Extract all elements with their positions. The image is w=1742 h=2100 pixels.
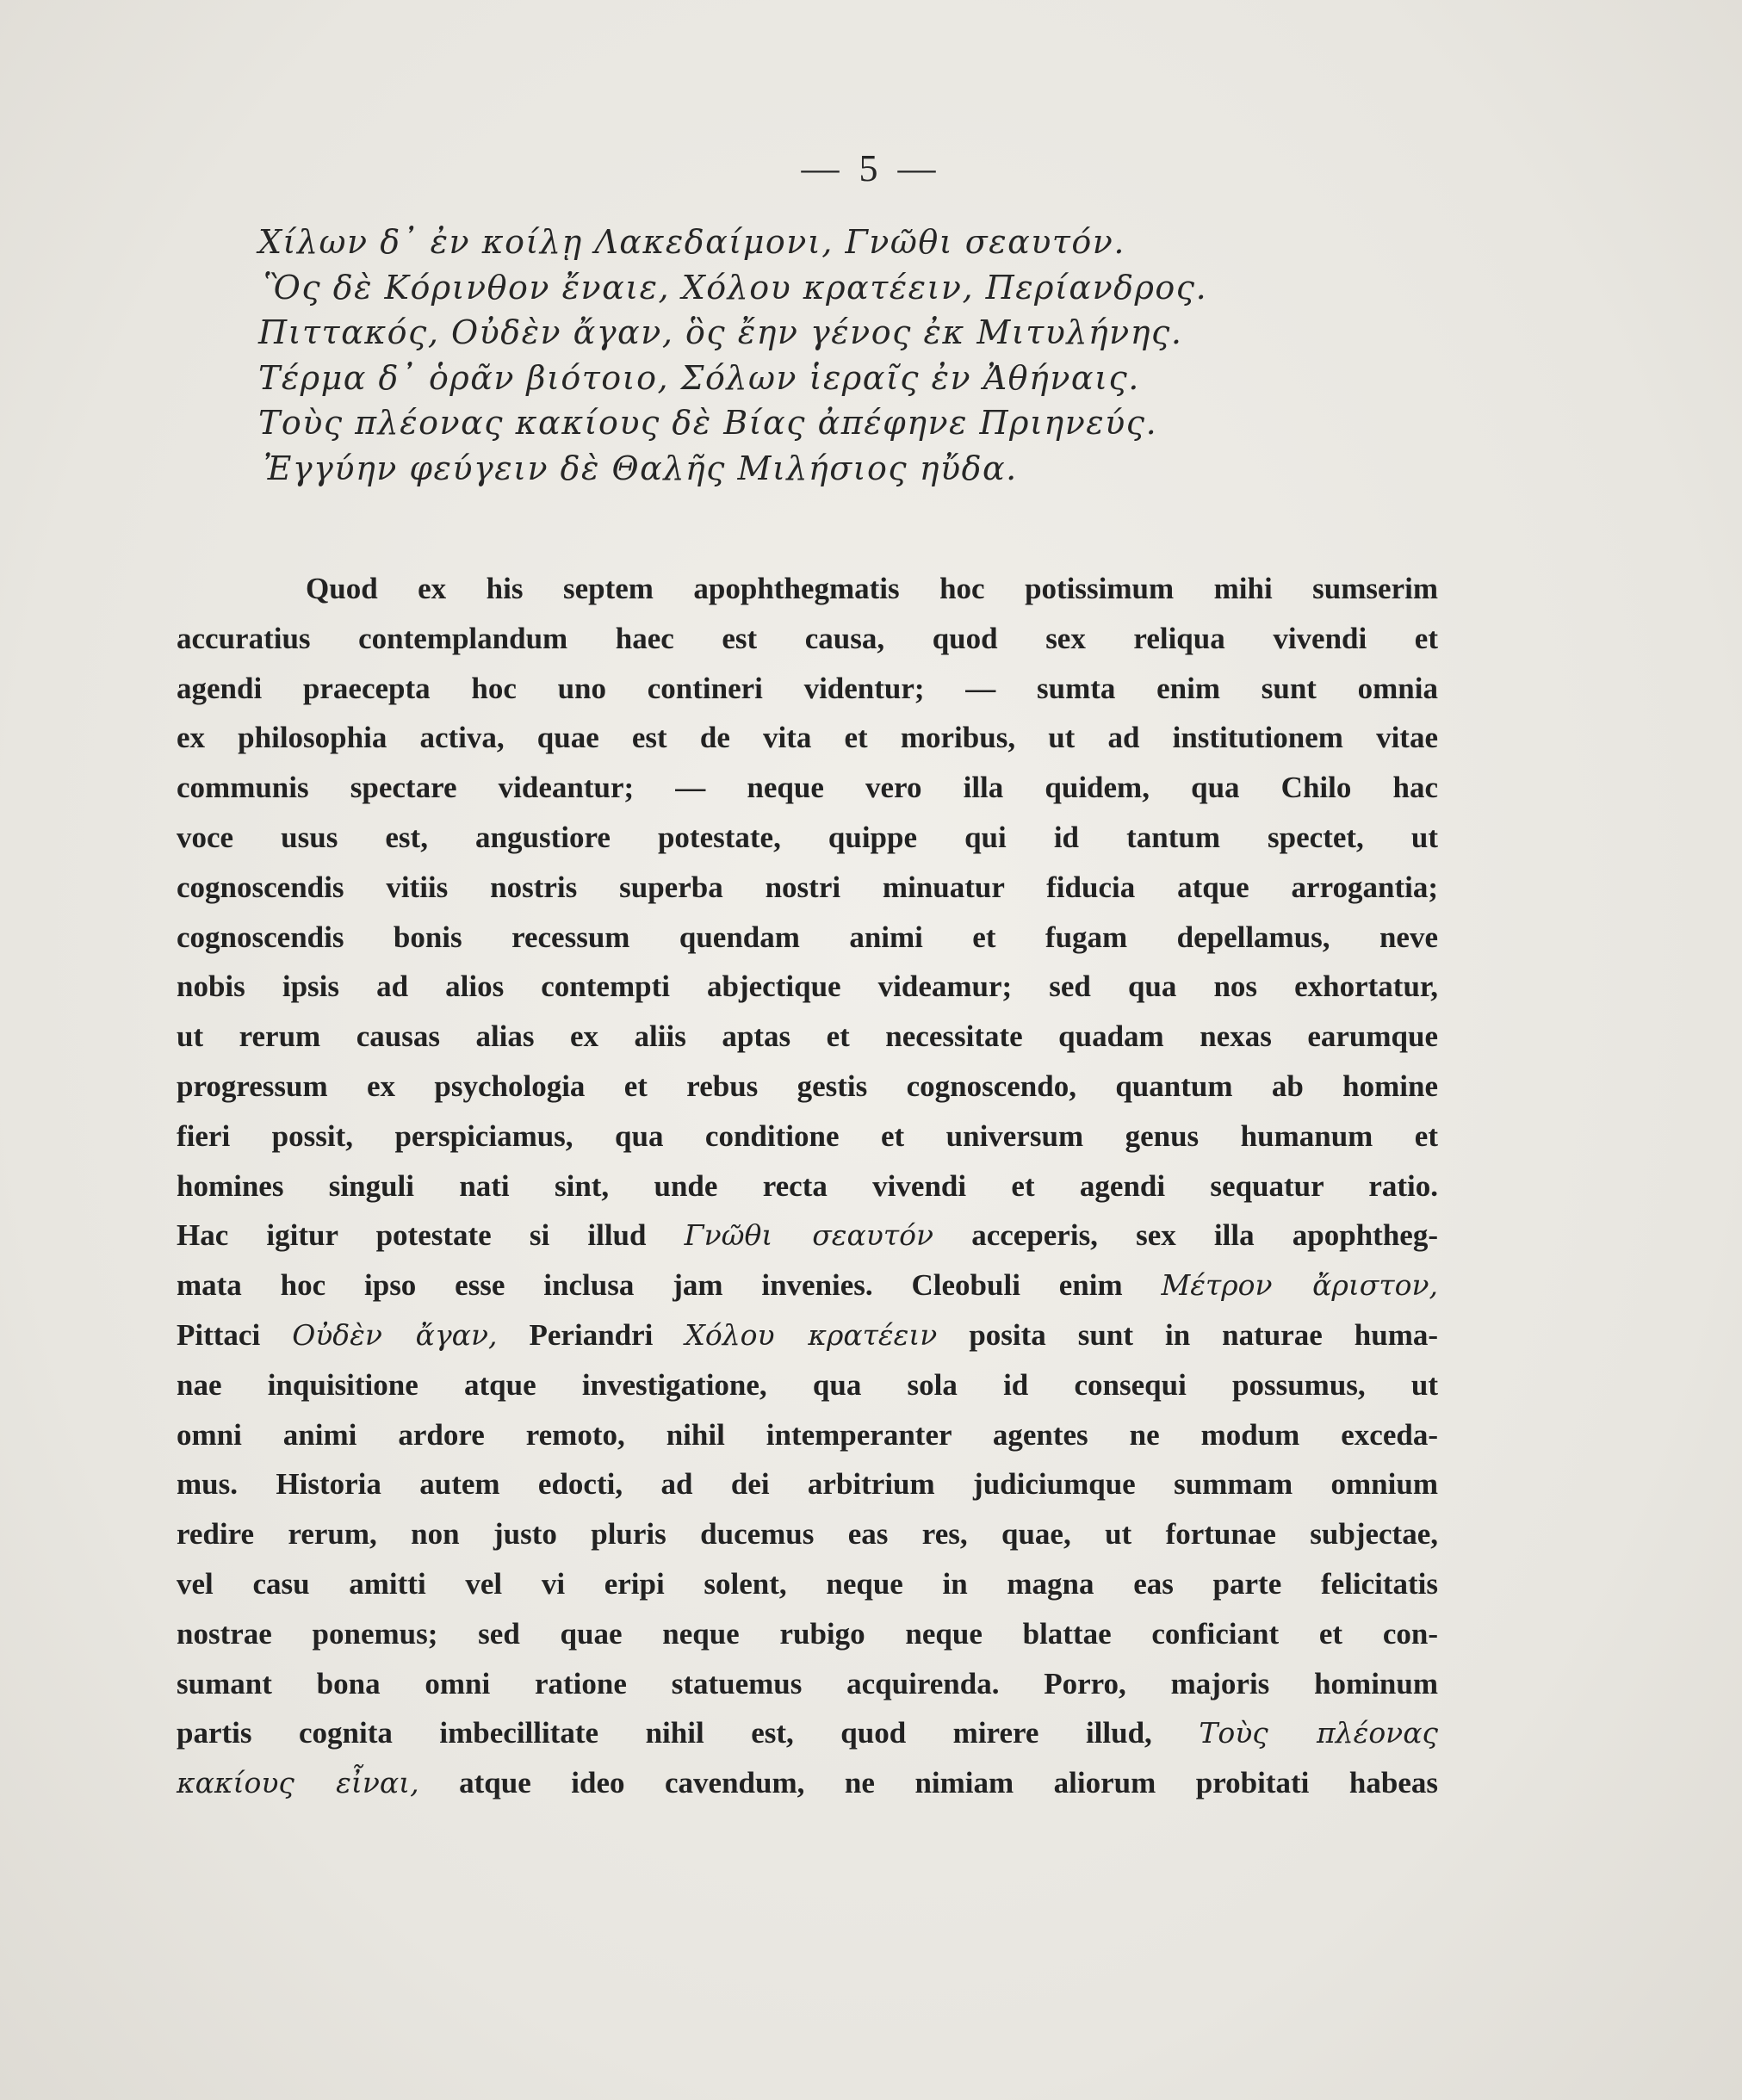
text-line: nobis ipsis ad alios contempti abjectique videamur; sed qua nos exhortatur, [177,969,1438,1004]
text-segment: Pittaci [177,1317,261,1352]
verse-line: Τέρμα δ᾽ ὁρᾶν βιότοιο, Σόλων ἱεραῖς ἐν Ἀθήναις. [258,358,1140,397]
verse-line: Χίλων δ᾽ ἐν κοίλῃ Λακεδαίμονι, Γνῶθι σεαυτόν. [258,223,1125,261]
greek-quote: Οὐδὲν ἄγαν, [292,1317,498,1352]
text-line: accuratius contemplandum haec est causa, quod sex reliqua vivendi et [177,621,1438,655]
text-line [177,1758,1438,1808]
text-line [177,1211,1438,1261]
text-segment: Periandri [529,1317,654,1352]
text-line: nostrae ponemus; sed quae neque rubigo neque blattae conficiant et con- [177,1616,1438,1651]
text-line: agendi praecepta hoc uno contineri videntur; — sumta enim sunt omnia [177,671,1438,705]
text-line: voce usus est, angustiore potestate, quippe qui id tantum spectet, ut [177,820,1438,854]
text-line: fieri possit, perspiciamus, qua conditione et universum genus humanum et [177,1118,1438,1153]
text-line: homines singuli nati sint, unde recta vivendi et agendi sequatur ratio. [177,1168,1438,1203]
text-line: progressum ex psychologia et rebus gestis cognoscendo, quantum ab homine [177,1069,1438,1103]
text-line: sumant bona omni ratione statuemus acquirenda. Porro, majoris hominum [177,1666,1438,1700]
verse-line: Τοὺς πλέονας κακίους δὲ Βίας ἀπέφηνε Πριηνεύς. [258,404,1158,442]
text-segment: acceperis, sex illa apophtheg- [971,1218,1438,1253]
text-line: omni animi ardore remoto, nihil intemperanter agentes ne modum exceda- [177,1417,1438,1452]
text-segment: posita sunt in naturae huma- [969,1317,1439,1352]
greek-quote: Μέτρον ἄριστον, [1161,1268,1439,1303]
text-line [177,1310,1438,1360]
greek-verses [258,220,1481,491]
verse-line: Πιττακός, Οὐδὲν ἄγαν, ὃς ἔην γένος ἐκ Μιτυλήνης. [258,313,1183,351]
text-line: Quod ex his septem apophthegmatis hoc potissimum mihi sumserim [306,572,1438,605]
text-segment: atque ideo cavendum, ne nimiam aliorum probitati habeas [459,1766,1439,1800]
text-segment: partis cognita imbecillitate nihil est, quod mirere illud, [177,1716,1152,1750]
page-number: — 5 — [801,147,941,189]
greek-quote: Τοὺς πλέονας [1199,1716,1439,1750]
greek-quote: κακίους εἶναι, [177,1766,419,1800]
text-line: ut rerum causas alias ex aliis aptas et necessitate quadam nexas earumque [177,1019,1438,1054]
text-line: nae inquisitione atque investigatione, qua sola id consequi possumus, ut [177,1367,1438,1402]
verse-line: Ὃς δὲ Κόρινθον ἔναιε, Χόλου κρατέειν, Περίανδρος. [263,268,1208,307]
verse-line: Ἐγγύην φεύγειν δὲ Θαλῆς Μιλήσιος ηὔδα. [263,449,1018,487]
text-line: communis spectare videantur; — neque vero illa quidem, qua Chilo hac [177,771,1438,805]
text-line [177,1261,1438,1310]
text-line: cognoscendis vitiis nostris superba nostri minuatur fiducia atque arrogantia; [177,870,1438,904]
text-segment: Hac igitur potestate si illud [177,1218,647,1253]
greek-quote: Γνῶθι σεαυτόν [684,1218,934,1253]
text-line: mus. Historia autem edocti, ad dei arbitrium judiciumque summam omnium [177,1467,1438,1502]
text-line: redire rerum, non justo pluris ducemus eas res, quae, ut fortunae subjectae, [177,1517,1438,1552]
text-line: ex philosophia activa, quae est de vita et moribus, ut ad institutionem vitae [177,721,1438,755]
text-line: vel casu amitti vel vi eripi solent, neque in magna eas parte felicitatis [177,1566,1438,1601]
text-segment: mata hoc ipso esse inclusa jam invenies. Cleobuli enim [177,1268,1123,1303]
text-line [177,1708,1438,1758]
text-line: cognoscendis bonis recessum quendam animi et fugam depellamus, neve [177,920,1438,954]
greek-quote: Χόλου κρατέειν [685,1317,938,1352]
latin-paragraph [177,564,1438,1808]
